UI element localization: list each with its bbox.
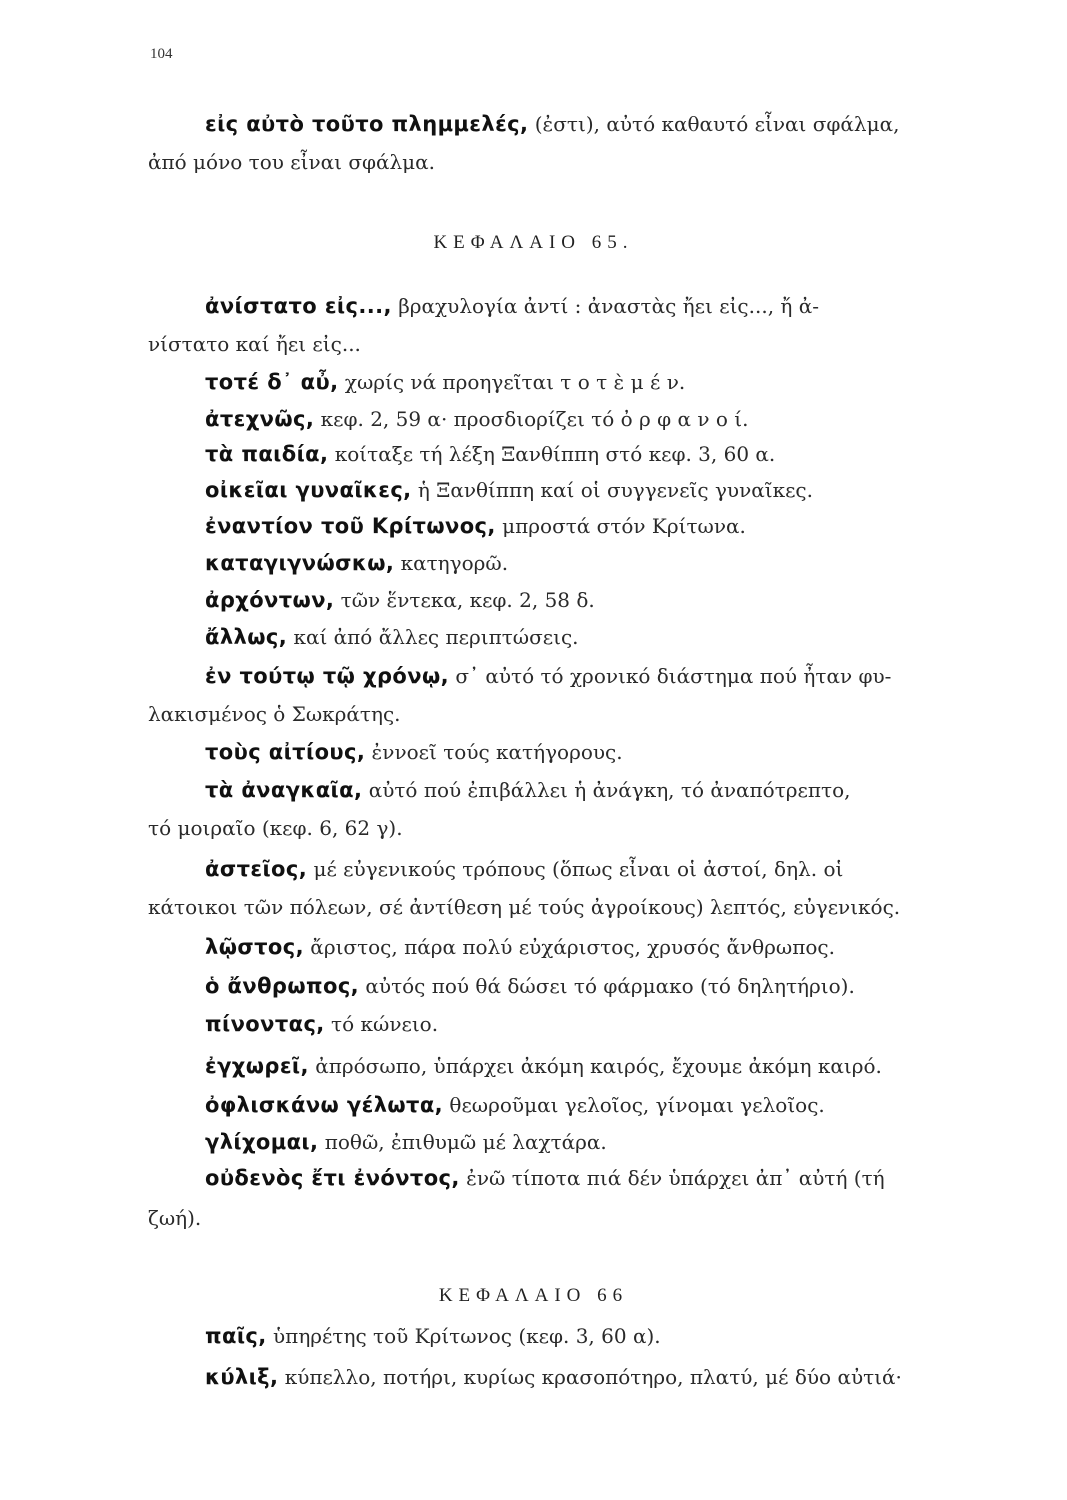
- entry-term: ἐγχωρεῖ,: [205, 1054, 309, 1078]
- entry-term: ἀνίστατο εἰς...,: [205, 294, 392, 318]
- entry-term: παῖς,: [205, 1324, 267, 1348]
- entry-term: οὐδενὸς ἔτι ἐνόντος,: [205, 1166, 460, 1190]
- dictionary-entry: [205, 110, 899, 138]
- entry-term: ὀφλισκάνω γέλωτα,: [205, 1093, 444, 1117]
- entry-term: πίνοντας,: [205, 1012, 325, 1036]
- dictionary-entry: [205, 368, 685, 396]
- entry-definition: ἡ Ξανθίππη καί οἱ συγγενεῖς γυναῖκες.: [411, 478, 813, 502]
- dictionary-entry: [205, 933, 835, 961]
- dictionary-entry: [205, 476, 813, 504]
- entry-definition: τό κώνειο.: [324, 1012, 439, 1036]
- dictionary-entry: [205, 512, 746, 540]
- dictionary-entry: [205, 1010, 438, 1038]
- entry-definition: ἀπρόσωπο, ὑπάρχει ἀκόμη καιρός, ἔχουμε ἀκόμη καιρό.: [308, 1054, 882, 1078]
- entry-continuation: [148, 700, 401, 728]
- dictionary-entry: [205, 1128, 607, 1156]
- entry-definition: (ἐστι), αὐτό καθαυτό εἶναι σφάλμα,: [528, 112, 900, 136]
- entry-definition: κοίταξε τή λέξη Ξανθίππη στό κεφ. 3, 60 α.: [328, 442, 776, 466]
- entry-definition: τῶν ἕντεκα, κεφ. 2, 58 δ.: [334, 588, 595, 612]
- dictionary-entry: [205, 972, 855, 1000]
- entry-definition: βραχυλογία ἀντί : ἀναστὰς ἤει εἰς..., ἤ ἀ-: [391, 294, 820, 318]
- dictionary-entry: [205, 1363, 902, 1391]
- dictionary-entry: [205, 855, 843, 883]
- dictionary-entry: [205, 738, 623, 766]
- dictionary-entry: [205, 440, 775, 468]
- entry-definition: χωρίς νά προηγεῖται τ ο τ ὲ μ έ ν.: [338, 370, 686, 394]
- entry-definition: λακισμένος ὁ Σωκράτης.: [148, 702, 401, 726]
- entry-definition: ἄριστος, πάρα πολύ εὐχάριστος, χρυσός ἄνθρωπος.: [303, 935, 835, 959]
- entry-term: ὁ ἄνθρωπος,: [205, 974, 360, 998]
- entry-term: γλίχομαι,: [205, 1130, 319, 1154]
- page-number: 104: [150, 46, 173, 62]
- entry-definition: κάτοικοι τῶν πόλεων, σέ ἀντίθεση μέ τούς ἀγροίκους) λεπτός, εὐγενικός.: [148, 895, 901, 919]
- entry-term: τὰ παιδία,: [205, 442, 329, 466]
- entry-continuation: [148, 148, 435, 176]
- dictionary-entry: [205, 1091, 825, 1119]
- entry-term: εἰς αὐτὸ τοῦτο πλημμελές,: [205, 112, 529, 136]
- entry-definition: ὑπηρέτης τοῦ Κρίτωνος (κεφ. 3, 60 α).: [266, 1324, 661, 1348]
- entry-term: καταγιγνώσκω,: [205, 551, 395, 575]
- entry-term: ἄλλως,: [205, 625, 288, 649]
- entry-definition: μέ εὐγενικούς τρόπους (ὅπως εἶναι οἱ ἀστοί, δηλ. οἱ: [307, 857, 844, 881]
- entry-definition: καί ἀπό ἄλλες περιπτώσεις.: [287, 625, 579, 649]
- entry-term: ἐν τούτῳ τῷ χρόνῳ,: [205, 664, 449, 688]
- entry-term: ἀστεῖος,: [205, 857, 308, 881]
- chapter-heading-66: ΚΕΦΑΛΑΙΟ 66: [438, 1285, 629, 1306]
- entry-definition: μπροστά στόν Κρίτωνα.: [495, 514, 746, 538]
- dictionary-entry: [205, 1052, 882, 1080]
- dictionary-entry: [205, 623, 579, 651]
- entry-definition: αὐτός πού θά δώσει τό φάρμακο (τό δηλητήριο).: [359, 974, 855, 998]
- entry-definition: ἀπό μόνο του εἶναι σφάλμα.: [148, 150, 436, 174]
- entry-definition: νίστατο καί ἤει εἰς...: [148, 332, 361, 356]
- entry-definition: τό μοιραῖο (κεφ. 6, 62 γ).: [148, 816, 403, 840]
- entry-term: τὰ ἀναγκαῖα,: [205, 778, 363, 802]
- entry-definition: ζωή).: [148, 1206, 202, 1230]
- dictionary-entry: [205, 1322, 661, 1350]
- dictionary-entry: [205, 549, 508, 577]
- entry-definition: ἐννοεῖ τούς κατήγορους.: [365, 740, 623, 764]
- entry-definition: ἐνῶ τίποτα πιά δέν ὑπάρχει ἀπ᾽ αὐτή (τή: [459, 1166, 885, 1190]
- entry-continuation: [148, 330, 361, 358]
- dictionary-entry: [205, 1164, 885, 1192]
- entry-term: ἀτεχνῶς,: [205, 407, 315, 431]
- entry-term: τοτέ δ᾽ αὖ,: [205, 370, 339, 394]
- dictionary-entry: [205, 662, 891, 690]
- entry-definition: ποθῶ, ἐπιθυμῶ μέ λαχτάρα.: [318, 1130, 607, 1154]
- entry-continuation: [148, 814, 403, 842]
- entry-continuation: [148, 1204, 201, 1232]
- dictionary-entry: [205, 405, 749, 433]
- entry-definition: κατηγορῶ.: [394, 551, 509, 575]
- entry-term: λῷστος,: [205, 935, 304, 959]
- entry-definition: αὐτό πού ἐπιβάλλει ἡ ἀνάγκη, τό ἀναπότρεπτο,: [362, 778, 851, 802]
- entry-definition: σ᾽ αὐτό τό χρονικό διάστημα πού ἦταν φυ-: [448, 664, 892, 688]
- entry-definition: κεφ. 2, 59 α· προσδιορίζει τό ὀ ρ φ α ν ο ί.: [314, 407, 749, 431]
- dictionary-entry: [205, 586, 595, 614]
- entry-term: ἐναντίον τοῦ Κρίτωνος,: [205, 514, 496, 538]
- entry-term: ἀρχόντων,: [205, 588, 335, 612]
- dictionary-entry: [205, 292, 819, 320]
- chapter-heading-65: ΚΕΦΑΛΑΙΟ 65.: [433, 232, 634, 253]
- dictionary-entry: [205, 776, 851, 804]
- entry-term: τοὺς αἰτίους,: [205, 740, 366, 764]
- entry-term: οἰκεῖαι γυναῖκες,: [205, 478, 412, 502]
- entry-term: κύλιξ,: [205, 1365, 279, 1389]
- entry-continuation: [148, 893, 900, 921]
- entry-definition: κύπελλο, ποτήρι, κυρίως κρασοπότηρο, πλατύ, μέ δύο αὐτιά·: [278, 1365, 902, 1389]
- entry-definition: θεωροῦμαι γελοῖος, γίνομαι γελοῖος.: [443, 1093, 825, 1117]
